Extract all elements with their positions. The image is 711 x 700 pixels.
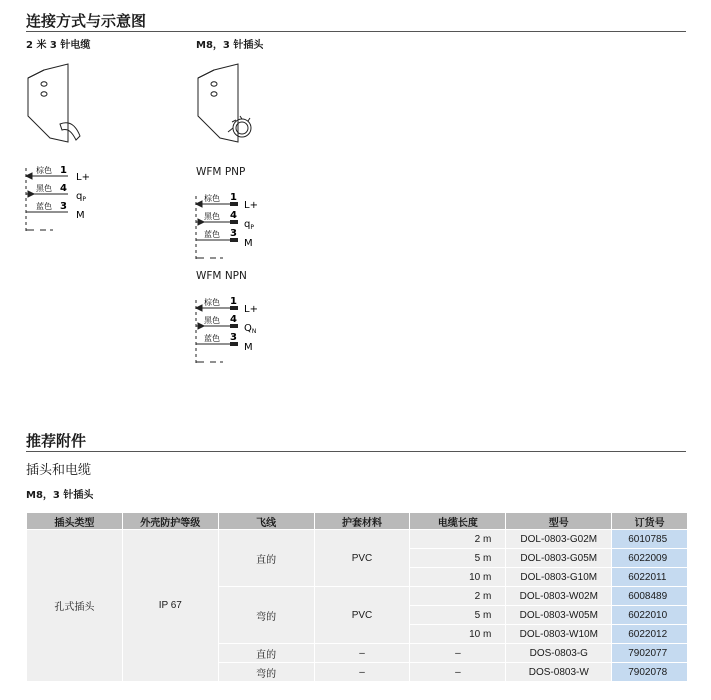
wire-color-brown: 棕色	[36, 166, 52, 175]
signal-q: q	[244, 219, 251, 230]
model-cell: DOL-0803-W10M	[506, 625, 611, 643]
wire-color-blue: 蓝色	[36, 202, 52, 211]
model-cell: DOS-0803-W	[506, 663, 611, 681]
accessory-label: M8，3 针插头	[26, 490, 94, 501]
wire-color-brown: 棕色	[204, 298, 220, 307]
signal-label: M	[76, 210, 85, 221]
pin-number: 1	[230, 192, 237, 203]
wire-color-brown: 棕色	[204, 194, 220, 203]
model-cell: DOL-0803-W05M	[506, 606, 611, 624]
order-number-cell[interactable]: 6008489	[612, 587, 687, 605]
length-cell: –	[410, 663, 505, 681]
order-number-cell[interactable]: 7902078	[612, 663, 687, 681]
order-number-cell[interactable]: 6022010	[612, 606, 687, 624]
signal-label: L+	[244, 304, 258, 315]
table-row	[27, 530, 687, 548]
length-cell: 5 m	[410, 606, 505, 624]
flying-cell: 弯的	[219, 587, 314, 643]
header-cell: 护套材料	[315, 513, 410, 529]
wire-color-black: 黑色	[204, 316, 220, 325]
length-cell: 2 m	[410, 530, 505, 548]
signal-label	[244, 323, 256, 335]
pin-number: 3	[230, 228, 237, 239]
wire-color-black: 黑色	[36, 184, 52, 193]
pin-number: 4	[230, 314, 237, 325]
plug-type-cell: 孔式插头	[27, 530, 122, 681]
header-cell: 飞线	[219, 513, 314, 529]
wire-color-black: 黑色	[204, 212, 220, 221]
wiring-pnp	[194, 190, 284, 262]
order-number-cell[interactable]: 6022012	[612, 625, 687, 643]
flying-cell: 直的	[219, 644, 314, 662]
signal-Q: Q	[244, 323, 252, 334]
material-cell: –	[315, 644, 410, 662]
order-number-cell[interactable]: 6022009	[612, 549, 687, 567]
sensor-plug-drawing	[190, 58, 265, 150]
header-cell: 外壳防护等级	[123, 513, 218, 529]
header-cell: 型号	[506, 513, 611, 529]
model-cell: DOS-0803-G	[506, 644, 611, 662]
pin-number: 4	[230, 210, 237, 221]
signal-label	[76, 191, 86, 203]
table-header-row	[27, 513, 687, 529]
header-cell: 插头类型	[27, 513, 122, 529]
plug-label: M8，3 针插头	[196, 40, 264, 51]
flying-cell: 弯的	[219, 663, 314, 681]
npn-label: WFM NPN	[196, 270, 247, 282]
flying-cell: 直的	[219, 530, 314, 586]
accessory-table	[26, 512, 688, 682]
wire-color-blue: 蓝色	[204, 334, 220, 343]
length-cell: 5 m	[410, 549, 505, 567]
signal-q: q	[76, 191, 83, 202]
signal-subscript: P	[82, 196, 86, 203]
wire-color-blue: 蓝色	[204, 230, 220, 239]
length-cell: 2 m	[410, 587, 505, 605]
length-cell: 10 m	[410, 568, 505, 586]
header-cell: 电缆长度	[410, 513, 505, 529]
signal-label: L+	[244, 200, 258, 211]
signal-label: L+	[76, 172, 90, 183]
pnp-label: WFM PNP	[196, 166, 246, 178]
section-title-accessories: 推荐附件	[26, 432, 87, 450]
signal-label	[244, 219, 254, 231]
section-subtitle: 插头和电缆	[26, 463, 92, 478]
length-cell: 10 m	[410, 625, 505, 643]
order-number-cell[interactable]: 6022011	[612, 568, 687, 586]
model-cell: DOL-0803-W02M	[506, 587, 611, 605]
model-cell: DOL-0803-G02M	[506, 530, 611, 548]
material-cell: PVC	[315, 530, 410, 586]
wiring-cable	[24, 162, 114, 234]
material-cell: –	[315, 663, 410, 681]
signal-subscript: P	[250, 224, 254, 231]
signal-subscript: N	[251, 328, 257, 335]
order-number-cell[interactable]: 6010785	[612, 530, 687, 548]
model-cell: DOL-0803-G10M	[506, 568, 611, 586]
order-number-cell[interactable]: 7902077	[612, 644, 687, 662]
signal-label: M	[244, 342, 253, 353]
section-rule	[26, 31, 686, 32]
header-cell: 订货号	[612, 513, 687, 529]
model-cell: DOL-0803-G05M	[506, 549, 611, 567]
section-rule	[26, 451, 686, 452]
material-cell: PVC	[315, 587, 410, 643]
pin-number: 1	[60, 165, 67, 176]
cable-label: 2 米 3 针电缆	[26, 40, 91, 51]
sensor-cable-drawing	[20, 58, 90, 150]
pin-number: 3	[230, 332, 237, 343]
pin-number: 3	[60, 201, 67, 212]
protection-cell: IP 67	[123, 530, 218, 681]
pin-number: 4	[60, 183, 67, 194]
wiring-npn	[194, 294, 284, 366]
length-cell: –	[410, 644, 505, 662]
pin-number: 1	[230, 296, 237, 307]
section-title-connection: 连接方式与示意图	[26, 12, 147, 30]
signal-label: M	[244, 238, 253, 249]
